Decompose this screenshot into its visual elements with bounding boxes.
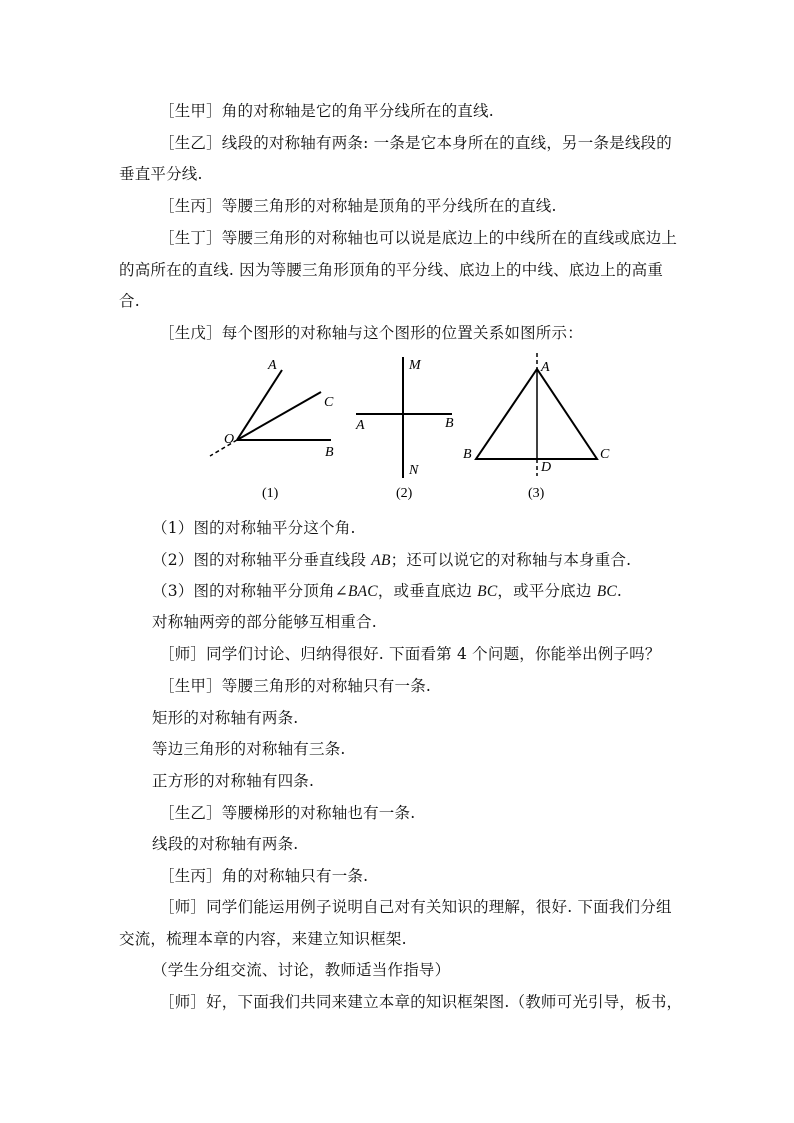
item-2 [152,550,631,571]
dialogue-teacher-2-line2: 交流，梳理本章的内容，来建立知识框架. [119,930,407,948]
bisector-oc [237,392,321,440]
item-3 [152,581,622,602]
paragraph-sheng-ding-line1: ［生丁］等腰三角形的对称轴也可以说是底边上的中线所在的直线或底边上 [159,229,678,247]
fig3-caption: (3) [528,486,545,501]
item-3-bc2: BC [596,583,617,600]
fig3-label-b: B [463,447,472,462]
item-2-text-end: ；还可以说它的对称轴与本身重合. [390,551,632,569]
paragraph-sheng-yi-line2: 垂直平分线. [119,165,203,183]
item-3-mid1: ，或垂直底边 [377,582,478,600]
paragraph-sheng-ding-line3: 合. [119,292,140,310]
fig2-label-b: B [445,416,454,431]
paragraph-sheng-ding-line2: 的高所在的直线. 因为等腰三角形顶角的平分线、底边上的中线、底边上的高重 [119,261,664,279]
item-2-segment: AB [371,552,391,569]
paragraph-sheng-wu: ［生戊］每个图形的对称轴与这个图形的位置关系如图所示： [159,324,583,342]
figure-3-triangle [476,353,597,476]
fig1-label-a: A [268,358,277,373]
fig2-caption: (2) [396,486,413,501]
fig2-label-m: M [409,358,421,373]
fig2-label-n: N [409,463,419,478]
dialogue-segment: 线段的对称轴有两条. [152,835,299,853]
paragraph-sheng-bing: ［生丙］等腰三角形的对称轴是顶角的平分线所在的直线. [159,197,557,215]
dialogue-rectangle: 矩形的对称轴有两条. [152,709,299,727]
item-3-text: （3）图的对称轴平分顶角∠ [152,582,348,600]
dialogue-sheng-yi: ［生乙］等腰梯形的对称轴也有一条. [159,804,416,822]
fig3-label-d: D [541,460,552,475]
symmetry-axis-figure [0,350,794,510]
paragraph-sheng-jia: ［生甲］角的对称轴是它的角平分线所在的直线. [159,102,494,120]
item-3-end: . [616,582,623,600]
dialogue-sheng-jia: ［生甲］等腰三角形的对称轴只有一条. [159,677,432,695]
dialogue-sheng-bing: ［生丙］角的对称轴只有一条. [159,867,369,885]
fig1-label-c: C [324,395,334,410]
dialogue-stage-direction: （学生分组交流、讨论，教师适当作指导） [152,961,451,979]
item-3-bc1: BC [477,583,498,600]
dialogue-equilateral: 等边三角形的对称轴有三条. [152,740,346,758]
item-2-text: （2）图的对称轴平分垂直线段 [152,551,372,569]
ray-oa [237,370,282,440]
fig1-caption: (1) [262,486,279,501]
paragraph-sheng-yi-line1: ［生乙］线段的对称轴有两条: 一条是它本身所在的直线，另一条是线段的 [159,134,672,152]
figure-2-segment [356,357,452,478]
fig3-label-a: A [541,360,550,375]
dialogue-teacher-1: ［师］同学们讨论、归纳得很好. 下面看第 4 个问题，你能举出例子吗？ [159,645,661,663]
fig2-label-a: A [356,418,365,433]
item-3-angle: BAC [347,583,378,600]
dialogue-teacher-2-line1: ［师］同学们能运用例子说明自己对有关知识的理解，很好. 下面我们分组 [159,898,672,916]
item-1: （1）图的对称轴平分这个角. [152,519,356,537]
dialogue-teacher-3: ［师］好，下面我们共同来建立本章的知识框架图.（教师可光引导，板书， [159,993,683,1011]
item-4: 对称轴两旁的部分能够互相重合. [152,613,377,631]
fig3-label-c: C [600,447,610,462]
fig1-label-b: B [325,445,334,460]
item-3-mid2: ，或平分底边 [497,582,597,600]
fig1-label-o: O [224,432,235,447]
dialogue-square: 正方形的对称轴有四条. [152,772,315,790]
